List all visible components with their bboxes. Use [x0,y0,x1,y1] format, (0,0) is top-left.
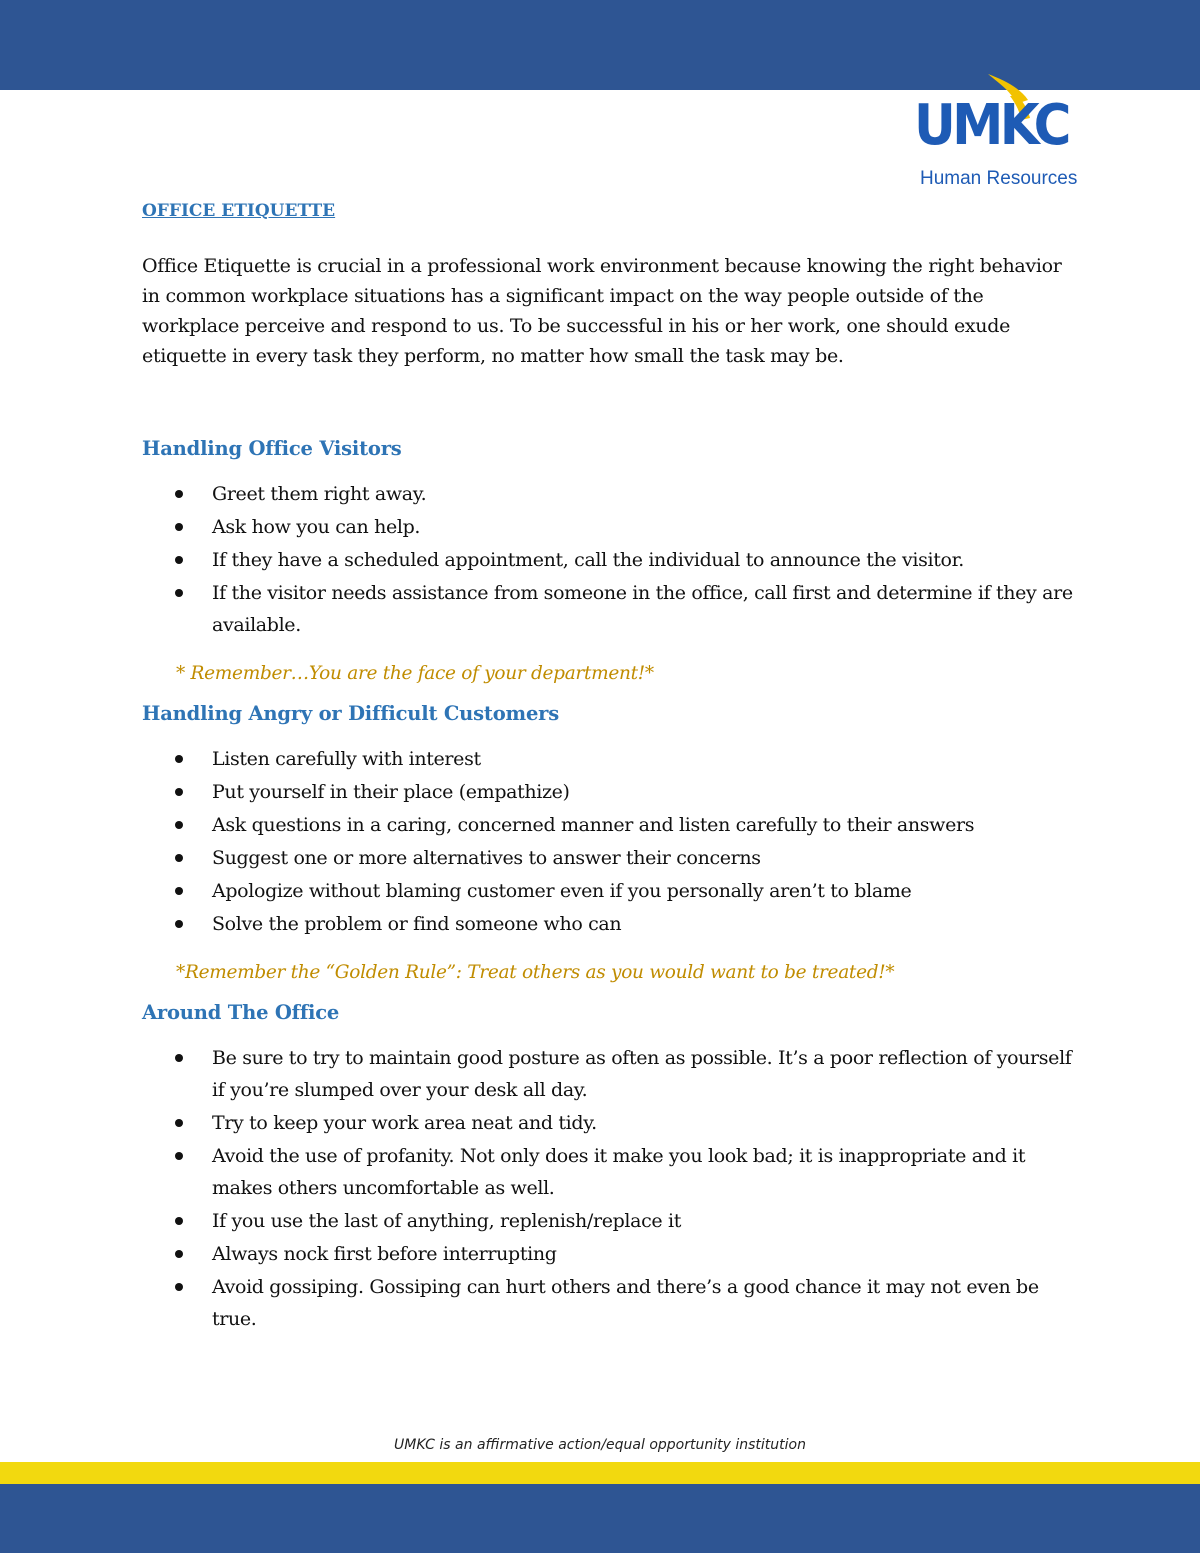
bullet-icon [175,1283,183,1291]
logo-wordmark: UMKC [914,93,1068,158]
list-item-text: Greet them right away. [212,483,427,505]
visitors-list [142,478,1077,641]
bullet-icon [175,523,183,531]
list-item-text: Solve the problem or find someone who can [212,913,622,935]
footer-blue-band [0,1484,1200,1553]
document-body [142,197,1077,1336]
document-title: OFFICE ETIQUETTE [142,201,336,221]
list-item [142,544,1077,576]
list-item-text: Avoid gossiping. Gossiping can hurt others and there’s a good chance it may not even be true. [212,1276,1039,1330]
list-item [142,577,1077,641]
bullet-icon [175,854,183,862]
bullet-icon [175,1152,183,1160]
footer-yellow-band [0,1462,1200,1484]
list-item [142,743,1077,775]
list-item-text: Avoid the use of profanity. Not only does it make you look bad; it is inappropriate and it makes others uncomfortable as well. [212,1145,1026,1199]
umkc-logo [900,70,1110,195]
list-item-text: If the visitor needs assistance from someone in the office, call first and determine if they are available. [212,582,1073,636]
list-item [142,1205,1077,1237]
logo-subtitle: Human Resources [920,168,1078,189]
list-item [142,1107,1077,1139]
list-item-text: If they have a scheduled appointment, call the individual to announce the visitor. [212,549,964,571]
reminder-customers: *Remember the “Golden Rule”: Treat others as you would want to be treated!* [176,962,895,983]
customers-list [142,743,1077,940]
list-item [142,842,1077,874]
list-item [142,875,1077,907]
bullet-icon [175,1217,183,1225]
bullet-icon [175,589,183,597]
office-list [142,1042,1077,1335]
bullet-icon [175,1054,183,1062]
bullet-icon [175,755,183,763]
bullet-icon [175,556,183,564]
list-item [142,1140,1077,1204]
list-item-text: Try to keep your work area neat and tidy. [212,1112,597,1134]
section-heading-customers: Handling Angry or Difficult Customers [142,702,560,725]
list-item [142,1238,1077,1270]
list-item-text: Listen carefully with interest [212,748,481,770]
list-item-text: Suggest one or more alternatives to answer their concerns [212,847,761,869]
section-heading-visitors: Handling Office Visitors [142,437,402,460]
list-item [142,1271,1077,1335]
list-item [142,809,1077,841]
footer-note: UMKC is an affirmative action/equal opportunity institution [394,1437,806,1453]
list-item [142,511,1077,543]
intro-paragraph: Office Etiquette is crucial in a professional work environment because knowing the right behavior in common workplace situations has a significant impact on the way people outside of the workplace perceive and respond to us. To be successful in his or her work, one should exude etiquette in every task they perform, no matter how small the task may be. [142,255,1062,367]
list-item [142,478,1077,510]
bullet-icon [175,788,183,796]
bullet-icon [175,490,183,498]
list-item [142,908,1077,940]
list-item-text: Ask how you can help. [212,516,421,538]
list-item [142,776,1077,808]
bullet-icon [175,887,183,895]
list-item-text: If you use the last of anything, replenish/replace it [212,1210,682,1232]
list-item [142,1042,1077,1106]
list-item-text: Put yourself in their place (empathize) [212,781,570,803]
bullet-icon [175,1250,183,1258]
list-item-text: Be sure to try to maintain good posture as often as possible. It’s a poor reflection of yourself if you’re slumped over your desk all day. [212,1047,1072,1101]
bullet-icon [175,821,183,829]
bullet-icon [175,1119,183,1127]
list-item-text: Ask questions in a caring, concerned manner and listen carefully to their answers [212,814,975,836]
bullet-icon [175,920,183,928]
list-item-text: Apologize without blaming customer even if you personally aren’t to blame [212,880,912,902]
reminder-visitors: * Remember…You are the face of your department!* [176,663,654,684]
list-item-text: Always nock first before interrupting [212,1243,557,1265]
section-heading-office: Around The Office [142,1001,340,1024]
